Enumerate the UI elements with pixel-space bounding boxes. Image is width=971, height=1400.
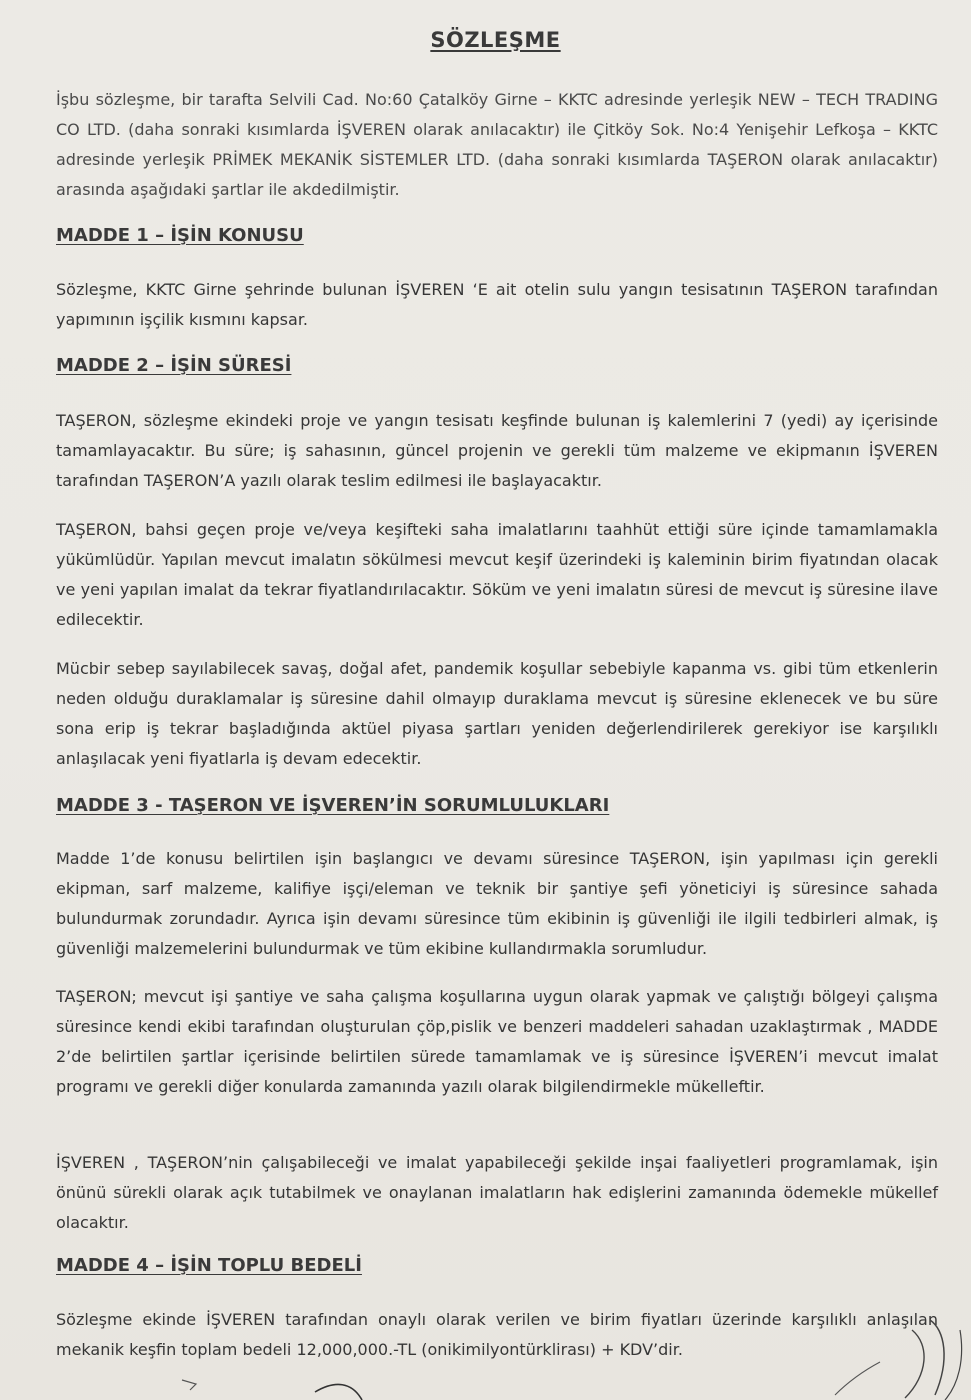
section-2-paragraph-1: TAŞERON, sözleşme ekindeki proje ve yangın tesisatı keşfinde bulunan iş kalemlerini 7 (yedi) ay içerisinde tamamlayacaktır. Bu süre; iş sahasının, güncel projenin ve gerekli tüm malzeme ve ekipmanın İŞVEREN tarafından TAŞERON’A yazılı olarak teslim edilmesi ile başlayacaktır. xyxy=(56,411,938,490)
section-3-paragraph-3: İŞVEREN , TAŞERON’nin çalışabileceği ve imalat yapabileceği şekilde inşai faaliyetleri programlamak, işin önünü sürekli olarak açık tutabilmek ve onaylanan imalatların hak edişlerini zamanında ödemekle mükellef olacaktır. xyxy=(56,1153,938,1232)
section-1-paragraph-1: Sözleşme, KKTC Girne şehrinde bulunan İŞVEREN ‘E ait otelin sulu yangın tesisatının TAŞERON tarafından yapımının işçilik kısmını kapsar. xyxy=(56,280,938,329)
section-2-paragraph-2: TAŞERON, bahsi geçen proje ve/veya keşifteki saha imalatlarını taahhüt ettiği süre içinde tamamlamakla yükümlüdür. Yapılan mevcut imalatın sökülmesi mevcut keşif üzerindeki iş kaleminin birim fiyatından olacak ve yeni yapılan imalat da tekrar fiyatlandırılacaktır. Söküm ve yeni imalatın süresi de mevcut iş süresine ilave edilecektir. xyxy=(56,520,938,629)
section-4-paragraph-1: Sözleşme ekinde İŞVEREN tarafından onaylı olarak verilen ve birim fiyatları üzerinde karşılıklı anlaşılan mekanik keşfin toplam bedeli 12,000,000.-TL (onikimilyontürklirası) + KDV’dir. xyxy=(56,1310,938,1359)
section-2-paragraph-3: Mücbir sebep sayılabilecek savaş, doğal afet, pandemik koşullar sebebiyle kapanma vs. gibi tüm etkenlerin neden olduğu duraklamalar iş süresine dahil olmayıp duraklama mevcut iş süresine eklenecek ve bu süre sona erip iş tekrar başladığında aktüel piyasa şartları yeniden değerlendirilerek gerekiyor ise karşılıklı anlaşılacak yeni fiyatlarla iş devam edecektir. xyxy=(56,659,938,768)
section-heading-madde-2: MADDE 2 – İŞİN SÜRESİ xyxy=(56,355,292,376)
section-3-paragraph-1: Madde 1’de konusu belirtilen işin başlangıcı ve devamı süresince TAŞERON, işin yapılması için gerekli ekipman, sarf malzeme, kalifiye işçi/eleman ve teknik bir şantiye şefi yöneticiyi iş süresince sahada bulundurmak zorundadır. Ayrıca işin devamı süresince tüm ekibinin iş güvenliği ile ilgili tedbirleri almak, iş güvenliği malzemelerini bulundurmak ve tüm ekibine kullandırmakla sorumludur. xyxy=(56,849,938,958)
section-3-paragraph-2: TAŞERON; mevcut işi şantiye ve saha çalışma koşullarına uygun olarak yapmak ve çalıştığı bölgeyi çalışma süresince kendi ekibi tarafından oluşturulan çöp,pislik ve benzeri maddeleri sahadan uzaklaştırmak , MADDE 2’de belirtilen şartlar içerisinde belirtilen sürede tamamlamak ve iş süresince İŞVEREN’i mevcut imalat programı ve gerekli diğer konularda zamanında yazılı olarak bilgilendirmekle mükelleftir. xyxy=(56,987,938,1096)
document-title: SÖZLEŞME xyxy=(430,28,561,52)
section-heading-madde-4: MADDE 4 – İŞİN TOPLU BEDELİ xyxy=(56,1255,362,1276)
intro-paragraph: İşbu sözleşme, bir tarafta Selvili Cad. No:60 Çatalköy Girne – KKTC adresinde yerleşik NEW – TECH TRADING CO LTD. (daha sonraki kısımlarda İŞVEREN olarak anılacaktır) ile Çitköy Sok. No:4 Yenişehir Lefkoşa – KKTC adresinde yerleşik PRİMEK MEKANİK SİSTEMLER LTD. (daha sonraki kısımlarda TAŞERON olarak anılacaktır) arasında aşağıdaki şartlar ile akdedilmiştir. xyxy=(56,90,938,199)
section-heading-madde-1: MADDE 1 – İŞİN KONUSU xyxy=(56,225,304,246)
section-heading-madde-3: MADDE 3 - TAŞERON VE İŞVEREN’İN SORUMLULUKLARI xyxy=(56,795,610,816)
